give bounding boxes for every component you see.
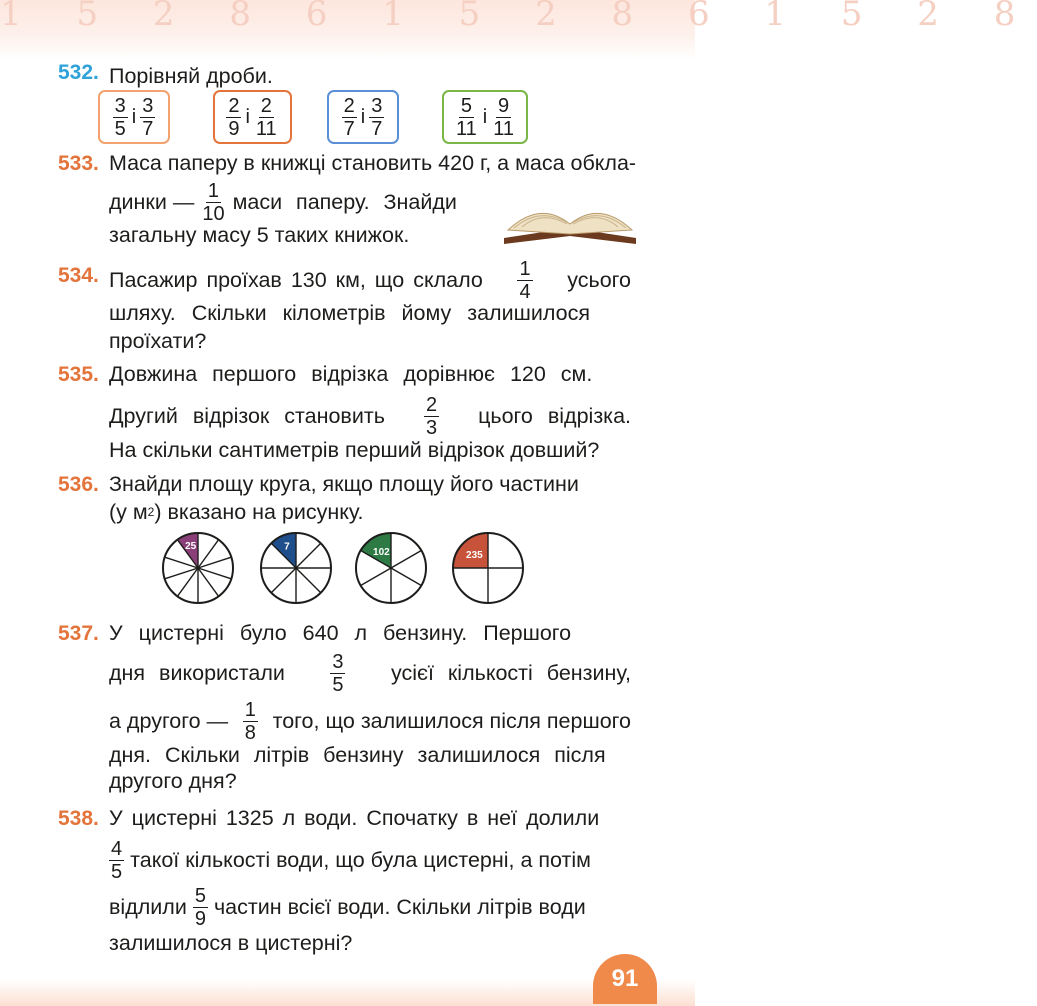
task-line: Довжина першого відрізка дорівнює 120 см. [109, 362, 593, 386]
radius-line [165, 568, 198, 579]
task-line [109, 885, 631, 930]
fraction [254, 95, 279, 140]
sector-value: 102 [373, 546, 390, 558]
numerator: 2 [343, 94, 355, 117]
fraction [330, 651, 345, 696]
text-segment: а другого — [109, 709, 229, 733]
text-segment: того, що залишилося після першого [272, 709, 631, 733]
fraction-pair-box [442, 90, 528, 144]
denominator: 5 [114, 117, 126, 140]
text-segment: частин всієї води. Скільки літрів води [213, 895, 586, 919]
sector-value: 25 [185, 540, 197, 552]
numerator: 9 [498, 94, 510, 117]
text-segment: ) вказано на рисунку. [154, 500, 364, 524]
task-line: У цистерні 1325 л води. Спочатку в неї долили [109, 806, 600, 830]
denominator: 11 [255, 117, 277, 140]
superscript: 2 [147, 505, 155, 519]
task-line [109, 651, 631, 696]
task-line: Знайди площу круга, якщо площу його частини [109, 472, 579, 496]
task-number: 533. [58, 152, 99, 175]
task-text: Порівняй дроби. [109, 64, 273, 88]
circle-6-parts [353, 530, 429, 606]
task-number: 535. [58, 363, 99, 386]
radius-line [391, 568, 421, 586]
numerator: 3 [371, 94, 383, 117]
denominator: 9 [228, 117, 240, 140]
radius-line [198, 568, 231, 579]
page-number: 91 [593, 954, 657, 1004]
numerator: 1 [207, 180, 220, 202]
text-segment: усієї кількості бензину, [390, 661, 631, 685]
fraction [109, 838, 124, 883]
text-segment: (у м [109, 500, 148, 524]
numerator: 5 [460, 94, 472, 117]
radius-line [177, 568, 198, 596]
fraction [113, 95, 128, 140]
fraction [342, 95, 357, 140]
task-line: Маса паперу в книжці становить 420 г, а маса обкла- [109, 151, 637, 175]
denominator: 11 [456, 117, 477, 140]
fraction [491, 95, 516, 140]
sector-value: 7 [284, 541, 290, 553]
fraction-pair-box [98, 90, 170, 144]
task-line: загальну масу 5 таких книжок. [109, 223, 410, 247]
task-line: дня. Скільки літрів бензину залишилося після [109, 743, 606, 767]
numerator: 2 [425, 394, 438, 416]
numerator: 1 [519, 258, 531, 280]
numerator: 5 [194, 885, 206, 907]
denominator: 7 [371, 117, 383, 140]
fraction [454, 95, 479, 140]
text-segment: динки — [109, 190, 195, 214]
denominator: 5 [111, 861, 123, 883]
text-segment: дня використали [109, 661, 285, 685]
radius-line [198, 568, 219, 596]
denominator: 7 [142, 117, 154, 140]
numerator: 2 [228, 94, 240, 117]
denominator: 7 [343, 117, 355, 140]
text-segment: такої кількості води, що була цистерні, а потім [130, 848, 591, 872]
denominator: 11 [493, 117, 514, 140]
text-segment: Другий відрізок становить [109, 404, 385, 428]
radius-line [391, 551, 421, 569]
separator: і [245, 105, 250, 128]
radius-line [296, 568, 321, 593]
task-number: 538. [58, 807, 99, 830]
task-line: проїхати? [109, 329, 207, 353]
task-number: 534. [58, 264, 99, 287]
text-segment: цього відрізка. [478, 404, 631, 428]
circle-4-parts [450, 530, 526, 606]
radius-line [361, 568, 391, 586]
radius-line [198, 557, 231, 568]
numerator: 3 [114, 94, 126, 117]
fraction [193, 885, 208, 930]
sector-value: 235 [466, 549, 483, 561]
fraction-pair-box [327, 90, 399, 144]
fraction-pair-box [213, 90, 292, 144]
circle-10-parts [160, 530, 236, 606]
text-segment: відлили [109, 895, 187, 919]
task-line: шляху. Скільки кілометрів йому залишилося [109, 301, 590, 325]
fraction [369, 95, 384, 140]
header-band [0, 0, 1037, 60]
text-segment: Пасажир проїхав 130 км, що склало [109, 268, 483, 292]
denominator: 8 [244, 722, 256, 744]
decorative-digits: 1 5 2 8 6 1 5 2 8 6 1 5 2 8 [0, 0, 1037, 34]
denominator: 5 [332, 674, 344, 696]
open-book-illustration [500, 178, 640, 248]
radius-line [296, 543, 321, 568]
task-number: 532. [58, 61, 99, 84]
circle-8-parts [258, 530, 334, 606]
separator: і [360, 105, 366, 128]
text-segment: маси паперу. Знайди [232, 190, 457, 214]
text-segment: усього [567, 268, 631, 292]
task-line: залишилося в цистерні? [109, 931, 353, 955]
footer-band [0, 980, 695, 1006]
task-line: На скільки сантиметрів перший відрізок довший? [109, 438, 600, 462]
task-line: другого дня? [109, 769, 237, 793]
radius-line [198, 540, 219, 568]
numerator: 2 [260, 94, 272, 117]
numerator: 4 [111, 838, 123, 860]
numerator: 3 [332, 651, 344, 673]
separator: і [482, 105, 488, 128]
task-number: 537. [58, 622, 99, 645]
task-number: 536. [58, 473, 99, 496]
task-line [109, 495, 631, 530]
separator: і [131, 105, 137, 128]
numerator: 3 [142, 94, 154, 117]
denominator: 9 [194, 908, 206, 930]
denominator: 4 [519, 281, 531, 303]
denominator: 10 [202, 203, 225, 225]
denominator: 3 [425, 417, 438, 439]
fraction [140, 95, 155, 140]
numerator: 1 [244, 699, 256, 721]
task-line [109, 838, 631, 883]
task-line: У цистерні було 640 л бензину. Першого [109, 621, 572, 645]
radius-line [271, 568, 296, 593]
fraction [226, 95, 241, 140]
